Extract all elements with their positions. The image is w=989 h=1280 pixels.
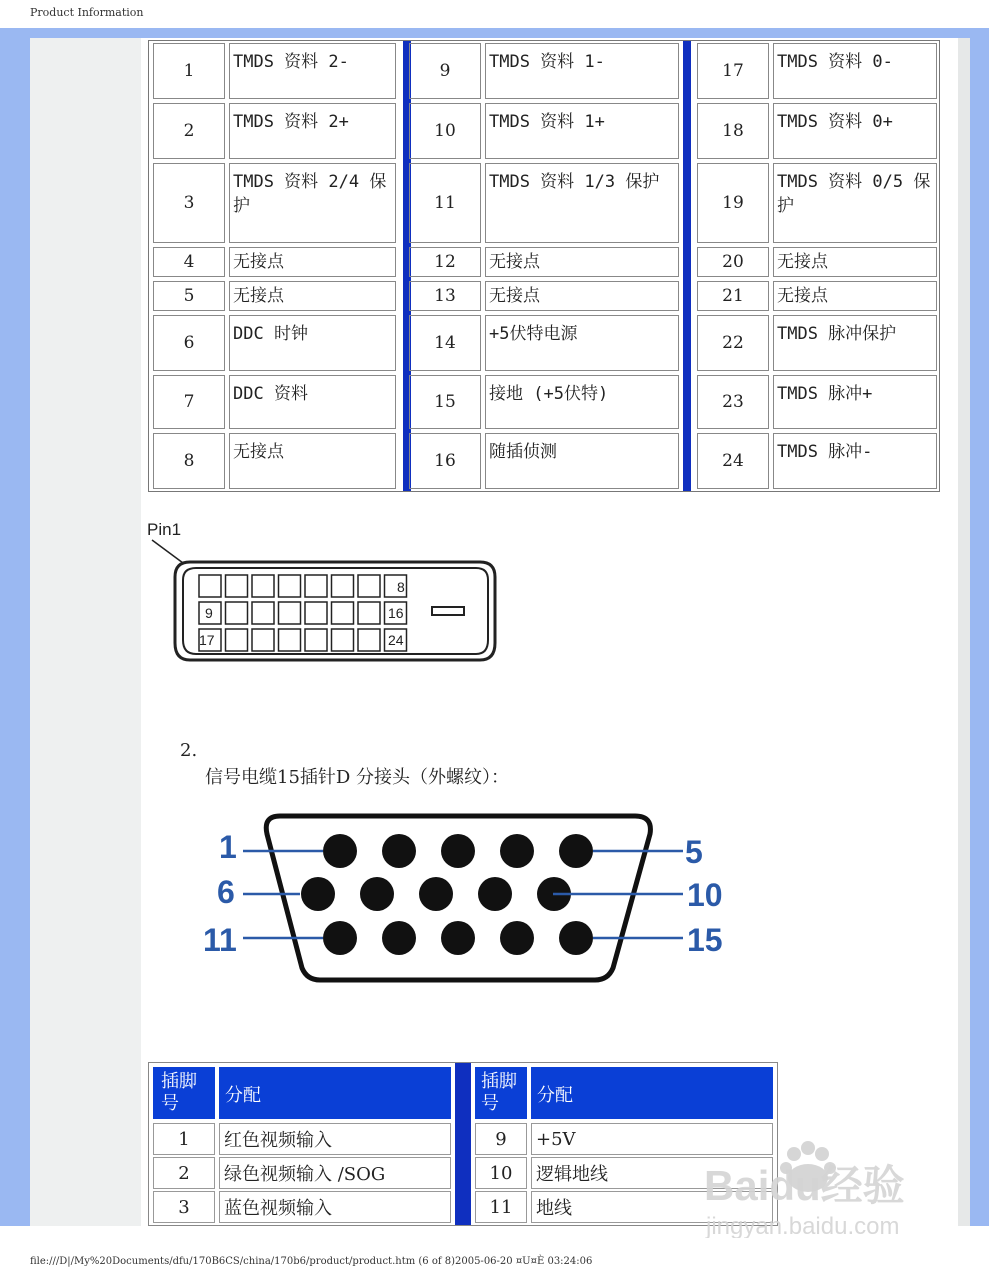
table-row bbox=[405, 101, 679, 161]
vga-pin bbox=[500, 921, 534, 955]
vga-pin bbox=[500, 834, 534, 868]
table-row bbox=[405, 431, 679, 491]
dvi-pin-table bbox=[148, 40, 940, 492]
dvi-pin-slot bbox=[279, 575, 301, 597]
header-pin: 插脚号 bbox=[475, 1067, 527, 1119]
dvi-pin-slot bbox=[279, 602, 301, 624]
vga-pin bbox=[323, 834, 357, 868]
pin-number: 17 bbox=[697, 43, 769, 99]
pin-description: 无接点 bbox=[773, 281, 937, 311]
dvi-pin-slot bbox=[332, 629, 354, 651]
dvi-pin-slot bbox=[226, 629, 248, 651]
table-row bbox=[149, 431, 396, 491]
section-title: 信号电缆15插针D 分接头（外螺纹）： bbox=[205, 767, 510, 788]
pin-number: 9 bbox=[409, 43, 481, 99]
pin-description: TMDS 资料 2- bbox=[229, 43, 396, 99]
pin-description: TMDS 资料 0+ bbox=[773, 103, 937, 159]
table-row bbox=[693, 161, 937, 245]
pin-number: 10 bbox=[475, 1157, 527, 1189]
table-row bbox=[693, 245, 937, 279]
pin-description: TMDS 资料 1/3 保护 bbox=[485, 163, 679, 243]
table-row bbox=[693, 101, 937, 161]
vga-pin bbox=[301, 877, 335, 911]
dvi-pin-slot bbox=[358, 602, 380, 624]
pin-description: DDC 资料 bbox=[229, 375, 396, 429]
pin-number: 11 bbox=[409, 163, 481, 243]
header-assign: 分配 bbox=[531, 1067, 773, 1119]
page-footer-path: file:///D|/My%20Documents/dfu/170B6CS/china/170b6/product/product.htm (6 of 8)2005-06-20 ¤U¤È 03:24:06 bbox=[30, 1256, 593, 1267]
pin-number: 14 bbox=[409, 315, 481, 371]
table-separator bbox=[683, 41, 691, 491]
table-row bbox=[149, 101, 396, 161]
dvi-pin-slot bbox=[305, 602, 327, 624]
header-assign: 分配 bbox=[219, 1067, 451, 1119]
vga-label-1: 1 bbox=[219, 829, 237, 865]
vga-pin bbox=[559, 834, 593, 868]
pin-description: TMDS 资料 2/4 保护 bbox=[229, 163, 396, 243]
pin-number: 1 bbox=[153, 1123, 215, 1155]
table-row bbox=[405, 41, 679, 101]
pin-description: 无接点 bbox=[229, 281, 396, 311]
table-row bbox=[149, 279, 396, 313]
pin-number: 3 bbox=[153, 1191, 215, 1223]
pin1-label: Pin1 bbox=[147, 520, 182, 539]
table-separator bbox=[455, 1063, 471, 1226]
section-number: 2. bbox=[180, 740, 198, 761]
pin-number: 19 bbox=[697, 163, 769, 243]
vga-label-15: 15 bbox=[687, 922, 723, 958]
pin-assignment: 红色视频输入 bbox=[219, 1123, 451, 1155]
pin-number: 1 bbox=[153, 43, 225, 99]
dvi-pin-slot bbox=[252, 629, 274, 651]
table-row bbox=[405, 373, 679, 431]
pin-assignment: +5V bbox=[531, 1123, 773, 1155]
pin-number: 9 bbox=[475, 1123, 527, 1155]
vga-label-5: 5 bbox=[685, 834, 703, 870]
pin-number: 21 bbox=[697, 281, 769, 311]
vga-pin-table bbox=[148, 1062, 778, 1226]
pin-assignment: 逻辑地线 bbox=[531, 1157, 773, 1189]
dvi-pin-slot bbox=[305, 575, 327, 597]
table-row bbox=[693, 431, 937, 491]
pin-description: TMDS 资料 0/5 保护 bbox=[773, 163, 937, 243]
pin-number: 22 bbox=[697, 315, 769, 371]
pin-number: 13 bbox=[409, 281, 481, 311]
dvi-pin-slot bbox=[358, 629, 380, 651]
pin-description: 无接点 bbox=[485, 247, 679, 277]
dvi-label-17: 17 bbox=[199, 632, 215, 648]
dvi-pin-slot bbox=[332, 602, 354, 624]
pin-description: +5伏特电源 bbox=[485, 315, 679, 371]
vga-pin bbox=[441, 834, 475, 868]
right-scroll-strip bbox=[958, 38, 970, 1226]
vga-pin bbox=[478, 877, 512, 911]
dvi-pin-slot bbox=[358, 575, 380, 597]
dvi-pin-slot bbox=[226, 602, 248, 624]
pin-description: 接地 (+5伏特) bbox=[485, 375, 679, 429]
pin-number: 15 bbox=[409, 375, 481, 429]
vga-pin bbox=[382, 921, 416, 955]
table-row bbox=[693, 41, 937, 101]
pin-number: 11 bbox=[475, 1191, 527, 1223]
dvi-pin-slot bbox=[199, 575, 221, 597]
pin-assignment: 蓝色视频输入 bbox=[219, 1191, 451, 1223]
pin-number: 4 bbox=[153, 247, 225, 277]
pin-description: TMDS 脉冲+ bbox=[773, 375, 937, 429]
table-row bbox=[693, 373, 937, 431]
pin-number: 20 bbox=[697, 247, 769, 277]
table-row bbox=[405, 313, 679, 373]
vga-pin bbox=[323, 921, 357, 955]
vga-pin bbox=[360, 877, 394, 911]
pin-description: 无接点 bbox=[229, 247, 396, 277]
watermark-site: jingyan.baidu.com bbox=[706, 1213, 900, 1238]
table-row bbox=[149, 41, 396, 101]
vga-label-10: 10 bbox=[687, 877, 723, 913]
pin-assignment: 绿色视频输入 /SOG bbox=[219, 1157, 451, 1189]
pin-description: DDC 时钟 bbox=[229, 315, 396, 371]
pin-description: TMDS 资料 1+ bbox=[485, 103, 679, 159]
pin-description: TMDS 资料 1- bbox=[485, 43, 679, 99]
pin-description: 无接点 bbox=[229, 433, 396, 489]
dvi-label-9: 9 bbox=[205, 605, 213, 621]
vga-connector-diagram bbox=[195, 808, 755, 988]
dvi-pin-slot bbox=[252, 602, 274, 624]
table-row bbox=[405, 161, 679, 245]
pin-number: 3 bbox=[153, 163, 225, 243]
dvi-pin-slot bbox=[252, 575, 274, 597]
table-row bbox=[149, 373, 396, 431]
pin-description: 无接点 bbox=[485, 281, 679, 311]
dvi-pin-slot bbox=[226, 575, 248, 597]
pin-number: 23 bbox=[697, 375, 769, 429]
pin-number: 12 bbox=[409, 247, 481, 277]
baidu-watermark bbox=[700, 1138, 940, 1238]
pin-assignment: 地线 bbox=[531, 1191, 773, 1223]
pin-number: 7 bbox=[153, 375, 225, 429]
pin-description: 随插侦测 bbox=[485, 433, 679, 489]
dvi-label-24: 24 bbox=[388, 632, 404, 648]
dvi-label-16: 16 bbox=[388, 605, 404, 621]
pin-description: TMDS 资料 2+ bbox=[229, 103, 396, 159]
pin-number: 24 bbox=[697, 433, 769, 489]
dvi-connector-diagram bbox=[150, 535, 510, 665]
dvi-pin-slot bbox=[279, 629, 301, 651]
table-row bbox=[693, 313, 937, 373]
vga-pin bbox=[419, 877, 453, 911]
table-row bbox=[405, 279, 679, 313]
vga-pin bbox=[382, 834, 416, 868]
vga-pin bbox=[441, 921, 475, 955]
dvi-pin-slot bbox=[332, 575, 354, 597]
pin-number: 18 bbox=[697, 103, 769, 159]
header-pin: 插脚号 bbox=[153, 1067, 215, 1119]
pin-number: 2 bbox=[153, 1157, 215, 1189]
pin-number: 6 bbox=[153, 315, 225, 371]
pin-number: 10 bbox=[409, 103, 481, 159]
watermark-brand: Baidu经验 bbox=[704, 1162, 905, 1209]
pin-number: 16 bbox=[409, 433, 481, 489]
page-header-title: Product Information bbox=[30, 6, 144, 19]
pin-description: TMDS 资料 0- bbox=[773, 43, 937, 99]
pin-description: 无接点 bbox=[773, 247, 937, 277]
pin-description: TMDS 脉冲- bbox=[773, 433, 937, 489]
vga-label-6: 6 bbox=[217, 874, 235, 910]
vga-label-11: 11 bbox=[203, 922, 237, 958]
pin-description: TMDS 脉冲保护 bbox=[773, 315, 937, 371]
dvi-pin-slot bbox=[305, 629, 327, 651]
table-row bbox=[149, 161, 396, 245]
dvi-label-8: 8 bbox=[397, 579, 405, 595]
pin-number: 2 bbox=[153, 103, 225, 159]
table-row bbox=[149, 245, 396, 279]
pin-number: 5 bbox=[153, 281, 225, 311]
table-row bbox=[693, 279, 937, 313]
table-row bbox=[149, 313, 396, 373]
pin-number: 8 bbox=[153, 433, 225, 489]
table-row bbox=[405, 245, 679, 279]
vga-pin bbox=[559, 921, 593, 955]
